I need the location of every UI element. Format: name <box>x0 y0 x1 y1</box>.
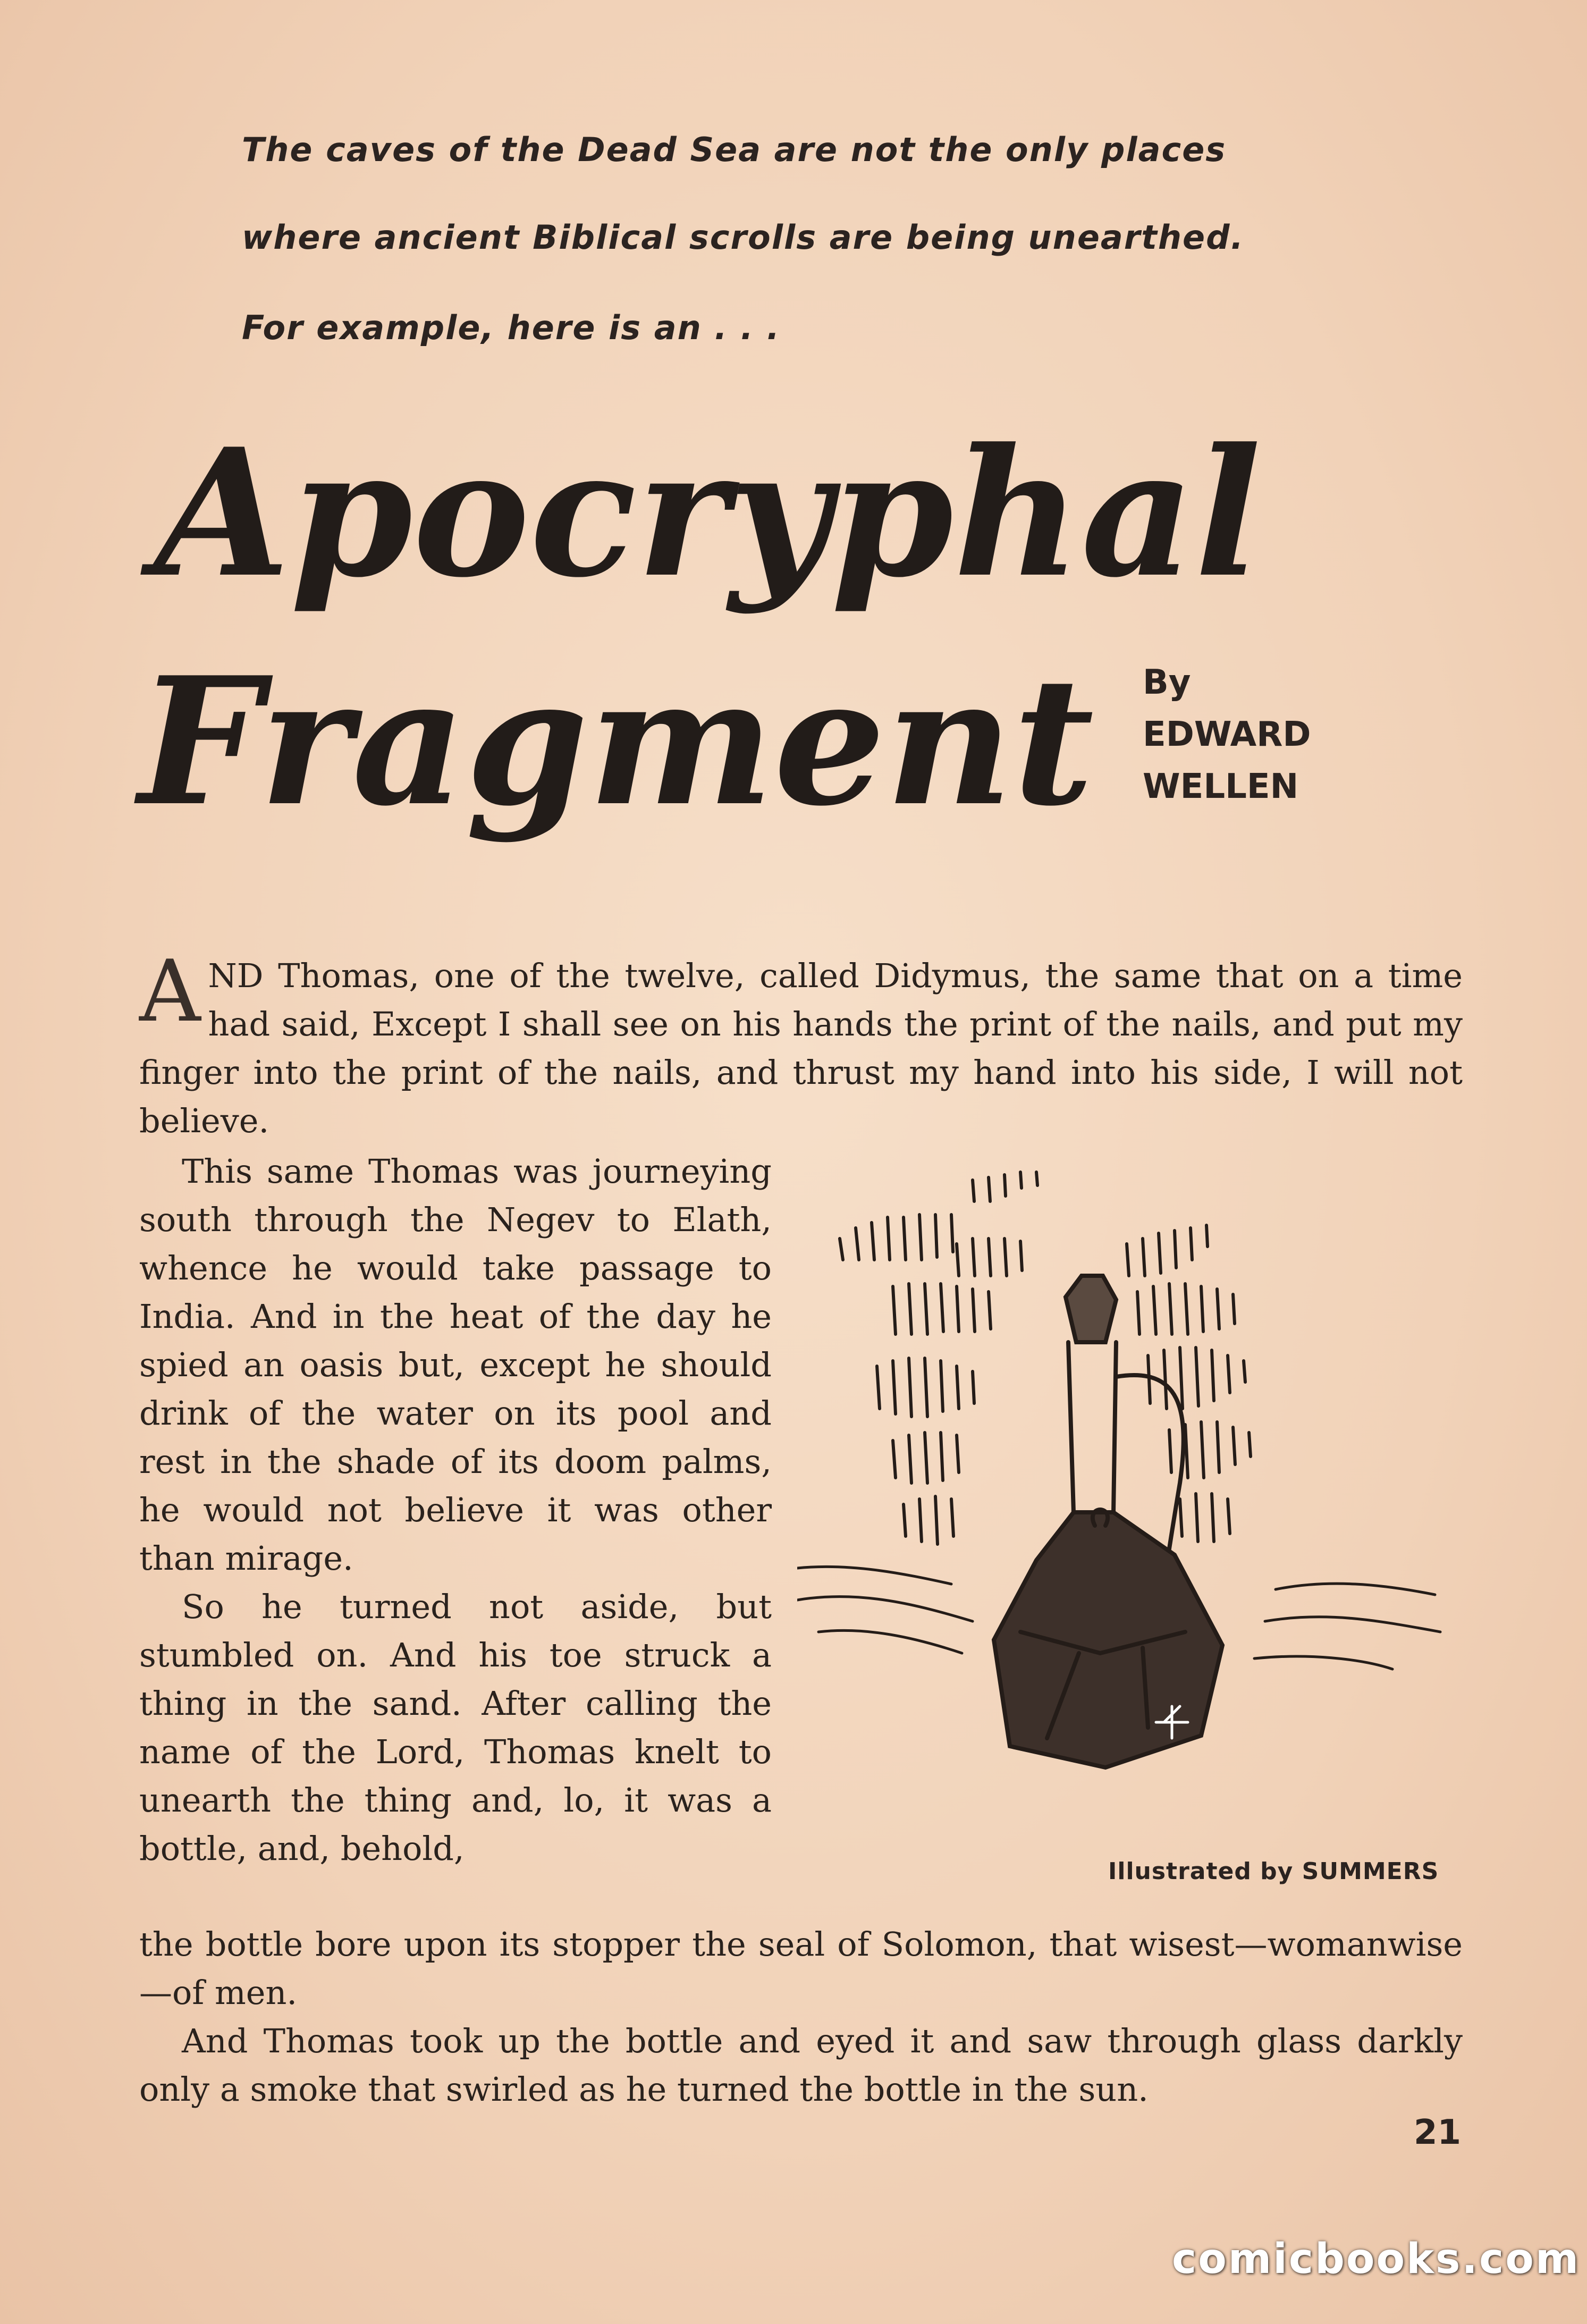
story-left-column <box>139 1147 772 1873</box>
story-paragraph-4: And Thomas took up the bottle and eyed it and saw through glass darkly only a smoke that swirled as he turned the bottle in the sun. <box>139 2022 1463 2109</box>
intro-line-1: The caves of the Dead Sea are not the only places <box>242 130 1227 169</box>
byline <box>1143 656 1311 813</box>
story-paragraph-2: This same Thomas was journeying south through the Negev to Elath, whence he would take passage to India. And in the heat of the day he spied an oasis but, except he should drink of the water on its pool and rest in the shade of its doom palms, he would not believe it was other than mirage. <box>139 1152 772 1578</box>
story-bottom-block <box>139 1920 1463 2114</box>
intro-line-3: For example, here is an . . . <box>242 308 781 347</box>
story-paragraph-3-continued: the bottle bore upon its stopper the seal of Solomon, that wisest—womanwise—of men. <box>139 1925 1463 2012</box>
byline-by: By <box>1143 663 1191 702</box>
illustration-caption: Illustrated by SUMMERS <box>1108 1858 1439 1885</box>
drop-cap: A <box>139 941 201 1041</box>
author-first-name: EDWARD <box>1143 715 1311 754</box>
page-number: 21 <box>1414 2113 1462 2152</box>
watermark: comicbooks.com <box>1172 2235 1581 2283</box>
story-title-line-1: Apocryphal <box>154 410 1262 616</box>
paragraph-1-text: ND Thomas, one of the twelve, called Didymus, the same that on a time had said, Except I shall see on his hands the print of the nails, and put my finger into the print of the nails, and thrust my hand into his side, I will not believe. <box>139 956 1463 1140</box>
intro-line-2: where ancient Biblical scrolls are being unearthed. <box>242 218 1245 257</box>
bottle-with-smoke-illustration <box>797 1164 1488 1866</box>
story-paragraph-1 <box>139 941 1463 1145</box>
author-last-name: WELLEN <box>1143 767 1299 806</box>
smoke-hatching <box>840 1172 1251 1544</box>
story-title-line-2: Fragment <box>138 638 1094 845</box>
story-paragraph-3: So he turned not aside, but stumbled on. And his toe struck a thing in the sand. After calling the name of the Lord, Thomas knelt to unearth the thing and, lo, it was a bottle, and, behold, <box>139 1587 772 1868</box>
bottle-drawing <box>994 1276 1222 1767</box>
